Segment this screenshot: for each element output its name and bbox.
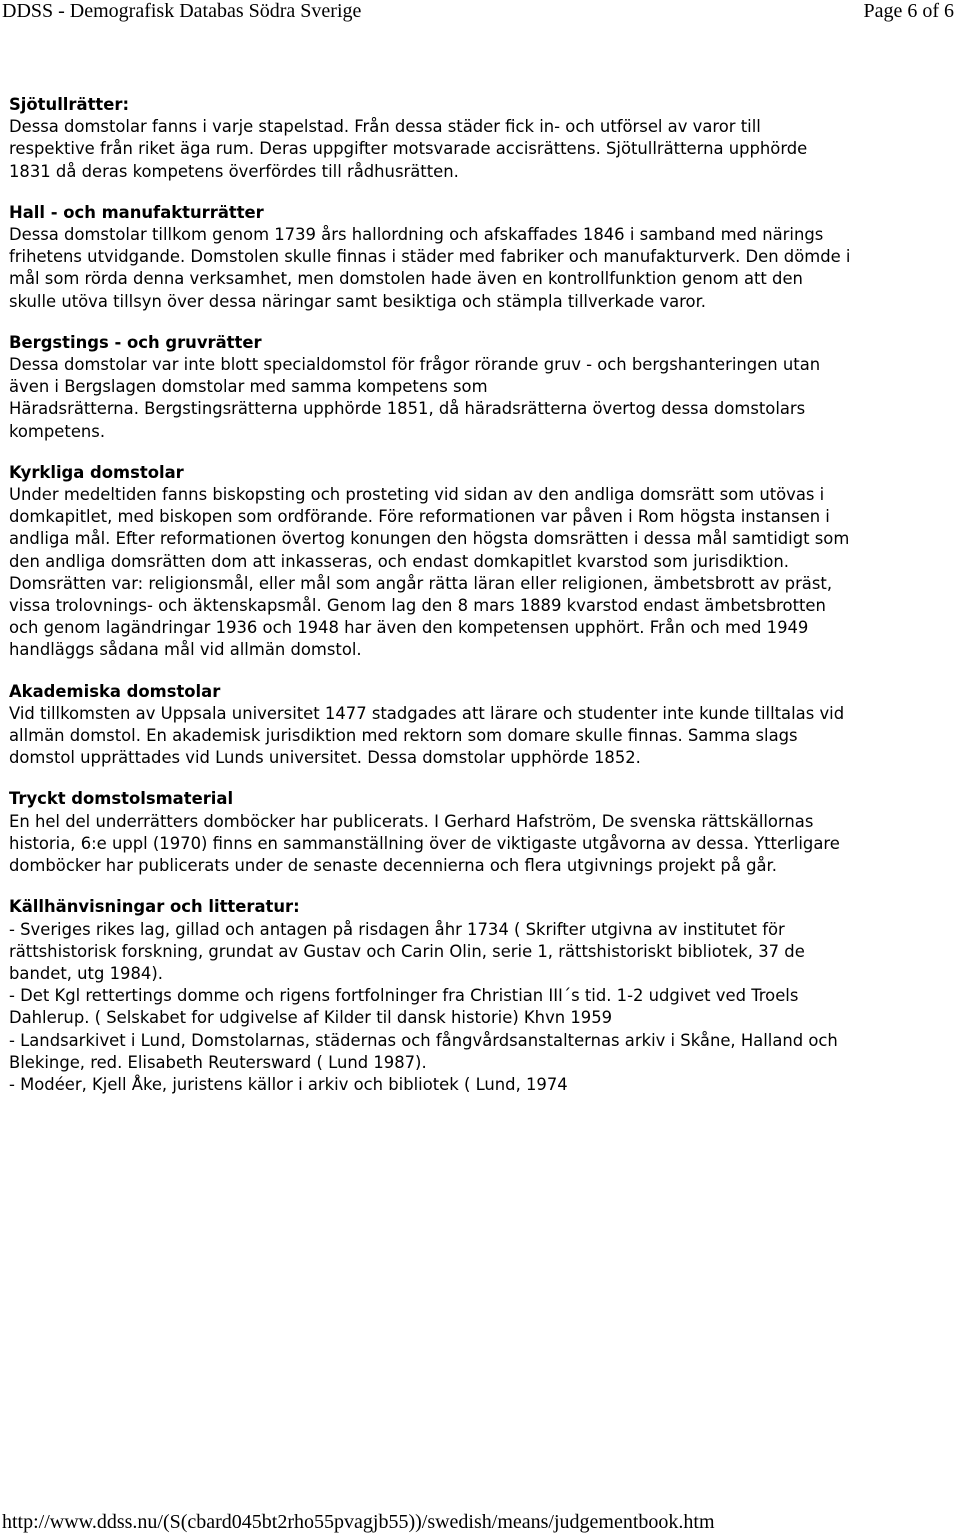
section-kallhanvisningar	[9, 896, 954, 1096]
footer-url: http://www.ddss.nu/(S(cbard045bt2rho55pvagjb55))/swedish/means/judgementbook.htm	[2, 1511, 715, 1533]
section-hall-och-manufakturratter	[9, 202, 954, 313]
reference-line: bandet, utg 1984).	[9, 963, 163, 983]
document-body	[9, 94, 954, 1115]
text-line: Under medeltiden fanns biskopsting och prosteting vid sidan av den andliga domsrätt som utövas i	[9, 485, 825, 505]
text-line: den andliga domsrätten dom att inkasseras, och endast domkapitlet kvarstod som jurisdiktion.	[9, 551, 789, 571]
text-line: mål som rörda denna verksamhet, men domstolen hade även en kontrollfunktion genom att den	[9, 269, 803, 289]
section-text	[9, 224, 954, 313]
section-heading: Hall - och manufakturrätter	[9, 202, 264, 222]
section-heading: Sjötullrätter:	[9, 95, 129, 114]
reference-line: Dahlerup. ( Selskabet for udgivelse af Kilder til dansk historie) Khvn 1959	[9, 1008, 613, 1028]
section-heading: Akademiska domstolar	[9, 681, 221, 701]
text-line: frihetens utvidgande. Domstolen skulle finnas i städer med fabriker och manufakturverk. Den dömde i	[9, 247, 851, 267]
section-text	[9, 484, 954, 662]
text-line: respektive från riket äga rum. Deras uppgifter motsvarade accisrättens. Sjötullrätterna upphörde	[9, 139, 808, 159]
text-line: domkapitlet, med biskopen som ordförande. Före reformationen var påven i Rom högsta instansen i	[9, 507, 830, 527]
section-heading: Kyrkliga domstolar	[9, 462, 184, 482]
text-line: En hel del underrätters domböcker har publicerats. I Gerhard Hafström, De svenska rättskällornas	[9, 811, 814, 831]
text-line: Häradsrätterna. Bergstingsrätterna upphörde 1851, då häradsrätterna övertog dessa domstolars	[9, 399, 806, 419]
section-text	[9, 354, 954, 443]
text-line: Dessa domstolar fanns i varje stapelstad. Från dessa städer fick in- och utförsel av varor till	[9, 117, 761, 137]
section-text	[9, 811, 954, 878]
section-kyrkliga-domstolar	[9, 462, 954, 662]
text-line: andliga mål. Efter reformationen övertog konungen den högsta domsrätten i dessa mål samtidigt som	[9, 529, 850, 549]
text-line: Vid tillkomsten av Uppsala universitet 1477 stadgades att lärare och studenter inte kunde tilltalas vid	[9, 703, 845, 723]
section-heading: Tryckt domstolsmaterial	[9, 789, 234, 809]
page-number: Page 6 of 6	[863, 0, 954, 22]
text-line: vissa trolovnings- och äktenskapsmål. Genom lag den 8 mars 1889 kvarstod endast ämbetsbrotten	[9, 596, 826, 616]
reference-line: rättshistorisk forskning, grundat av Gustav och Carin Olin, serie 1, rättshistoriskt bibliotek, 37 de	[9, 941, 805, 961]
text-line: 1831 då deras kompetens överfördes till rådhusrätten.	[9, 161, 459, 181]
text-line: Dessa domstolar tillkom genom 1739 års hallordning och afskaffades 1846 i samband med närings	[9, 225, 824, 245]
section-tryckt-domstolsmaterial	[9, 788, 954, 877]
text-line: domböcker har publicerats under de senaste decennierna och flera utgivnings projekt på går.	[9, 856, 777, 876]
reference-line: - Modéer, Kjell Åke, juristens källor i arkiv och bibliotek ( Lund, 1974	[9, 1074, 568, 1094]
references-list	[9, 919, 954, 1097]
reference-line: - Sveriges rikes lag, gillad och antagen på risdagen åhr 1734 ( Skrifter utgivna av institutet för	[9, 919, 785, 939]
text-line: historia, 6:e uppl (1970) finns en sammanställning över de viktigaste utgåvorna av dessa. Ytterligare	[9, 833, 840, 853]
header-title: DDSS - Demografisk Databas Södra Sverige	[2, 0, 362, 22]
text-line: handläggs sådana mål vid allmän domstol.	[9, 640, 362, 660]
section-text	[9, 116, 954, 183]
text-line: Dessa domstolar var inte blott specialdomstol för frågor rörande gruv - och bergshanteringen utan	[9, 355, 821, 375]
section-text	[9, 703, 954, 770]
section-sjotullratter	[9, 94, 954, 183]
reference-line: - Det Kgl rettertings domme och rigens fortfolninger fra Christian III´s tid. 1-2 udgivet ved Troels	[9, 986, 799, 1006]
text-line: även i Bergslagen domstolar med samma kompetens som	[9, 377, 488, 397]
section-akademiska-domstolar	[9, 681, 954, 770]
text-line: kompetens.	[9, 421, 106, 441]
text-line: skulle utöva tillsyn över dessa näringar samt besiktiga och stämpla tillverkade varor.	[9, 291, 707, 311]
text-line: allmän domstol. En akademisk jurisdiktion med rektorn som domare skulle finnas. Samma slags	[9, 726, 798, 746]
text-line: domstol upprättades vid Lunds universitet. Dessa domstolar upphörde 1852.	[9, 748, 641, 768]
reference-line: Blekinge, red. Elisabeth Reutersward ( Lund 1987).	[9, 1052, 427, 1072]
print-header	[0, 0, 960, 24]
text-line: och genom lagändringar 1936 och 1948 har även den kompetensen upphört. Från och med 1949	[9, 618, 809, 638]
section-heading: Källhänvisningar och litteratur:	[9, 897, 300, 917]
section-bergstings-och-gruvratter	[9, 332, 954, 443]
text-line: Domsrätten var: religionsmål, eller mål som angår rätta läran eller religionen, ämbetsbrott av präst,	[9, 573, 833, 593]
section-heading: Bergstings - och gruvrätter	[9, 332, 262, 352]
reference-line: - Landsarkivet i Lund, Domstolarnas, städernas och fångvårdsanstalternas arkiv i Skåne, Halland och	[9, 1030, 838, 1050]
